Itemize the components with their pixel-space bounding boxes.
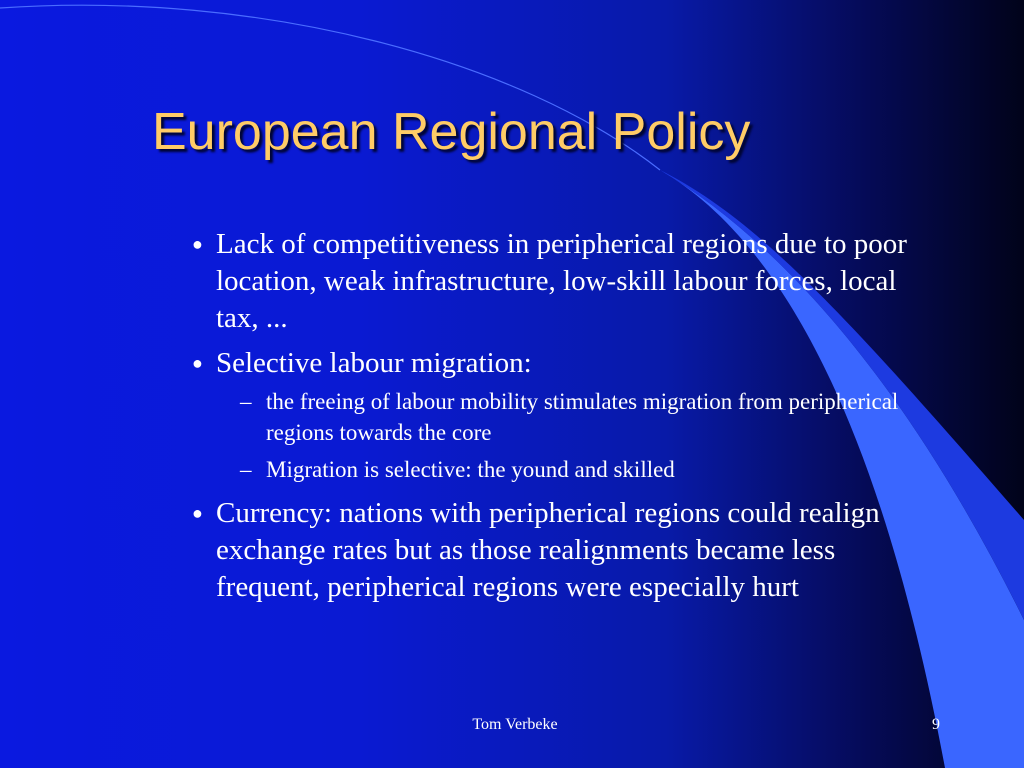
bullet-list [190, 226, 930, 614]
sub-bullet-text: Migration is selective: the yound and skilled [266, 457, 675, 482]
bullet-text: Lack of competitiveness in peripherical regions due to poor location, weak infrastructure, low-skill labour forces, local tax, ... [216, 228, 907, 334]
bullet-text: Currency: nations with peripherical regions could realign exchange rates but as those realignments became less frequent, peripherical regions were especially hurt [216, 497, 880, 603]
sub-bullet-item [190, 454, 930, 485]
slide-title: European Regional Policy [152, 103, 751, 161]
bullet-item [190, 345, 930, 382]
sub-bullet-item [190, 386, 930, 448]
bullet-text: Selective labour migration: [216, 347, 532, 379]
dash-icon: – [240, 457, 252, 482]
dash-icon: – [240, 389, 252, 414]
bullet-dot-icon: ● [192, 353, 203, 373]
sub-bullet-text: the freeing of labour mobility stimulates migration from peripherical regions towards the core [266, 389, 899, 445]
page-number: 9 [932, 716, 940, 733]
bullet-item [190, 226, 930, 337]
bullet-dot-icon: ● [192, 234, 203, 254]
bullet-item [190, 495, 930, 606]
footer-author: Tom Verbeke [472, 716, 558, 733]
bullet-dot-icon: ● [192, 503, 203, 523]
